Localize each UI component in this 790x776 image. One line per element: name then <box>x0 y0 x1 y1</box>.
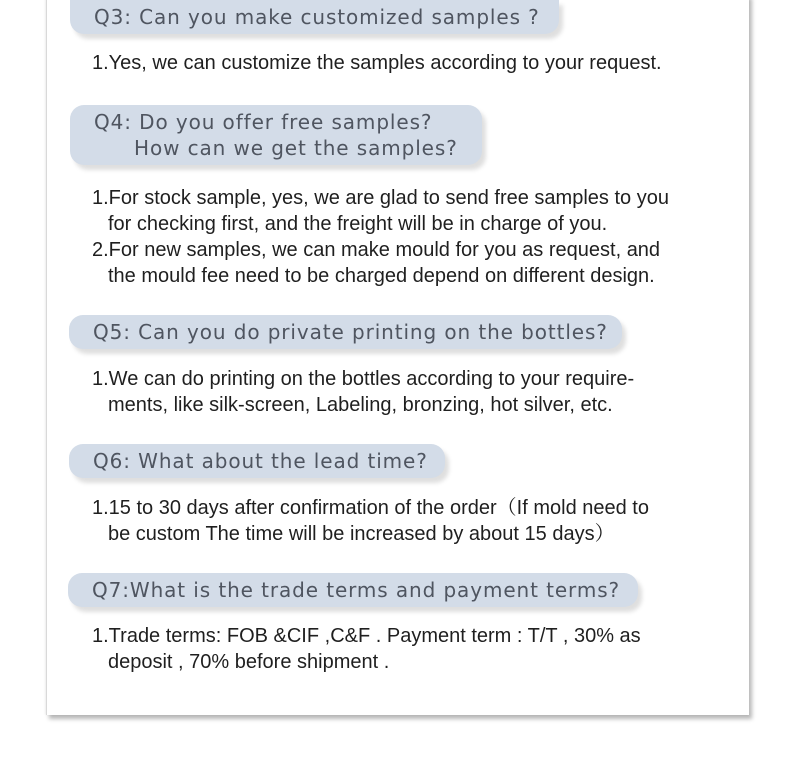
answer-line-cont: for checking first, and the freight will be in charge of you. <box>108 213 608 235</box>
question-text: Q7:What is the trade terms and payment terms? <box>92 578 621 602</box>
question-text: Q4: Do you offer free samples? <box>94 110 433 134</box>
answer-line-cont: be custom The time will be increased by about 15 days） <box>108 523 615 545</box>
answer-line-cont: the mould fee need to be charged depend on different design. <box>108 265 655 287</box>
answer-line: 1.Yes, we can customize the samples according to your request. <box>92 52 662 74</box>
answer-line-cont: deposit , 70% before shipment . <box>108 651 390 673</box>
question-q5 <box>69 315 622 349</box>
question-q7 <box>68 573 638 607</box>
question-text: Q6: What about the lead time? <box>93 449 428 473</box>
answer-line: 2.For new samples, we can make mould for you as request, and <box>92 239 661 261</box>
question-text-cont: How can we get the samples? <box>134 136 458 160</box>
answer-line-cont: ments, like silk-screen, Labeling, bronzing, hot silver, etc. <box>108 394 613 416</box>
question-q3 <box>70 0 559 34</box>
answer-q4 <box>92 185 669 289</box>
answer-q5 <box>92 366 634 418</box>
answer-q6 <box>92 495 649 547</box>
answer-line: 1.We can do printing on the bottles according to your require- <box>92 368 635 390</box>
question-text: Q3: Can you make customized samples ? <box>94 5 540 29</box>
question-q4 <box>70 105 482 165</box>
answer-line: 1.Trade terms: FOB &CIF ,C&F . Payment term : T/T , 30% as <box>92 625 641 647</box>
question-text: Q5: Can you do private printing on the bottles? <box>93 320 608 344</box>
answer-q3 <box>92 50 662 76</box>
answer-line: 1.For stock sample, yes, we are glad to send free samples to you <box>92 187 669 209</box>
answer-q7 <box>92 623 641 675</box>
question-q6 <box>69 444 445 478</box>
answer-line: 1.15 to 30 days after confirmation of the order（If mold need to <box>92 497 649 519</box>
